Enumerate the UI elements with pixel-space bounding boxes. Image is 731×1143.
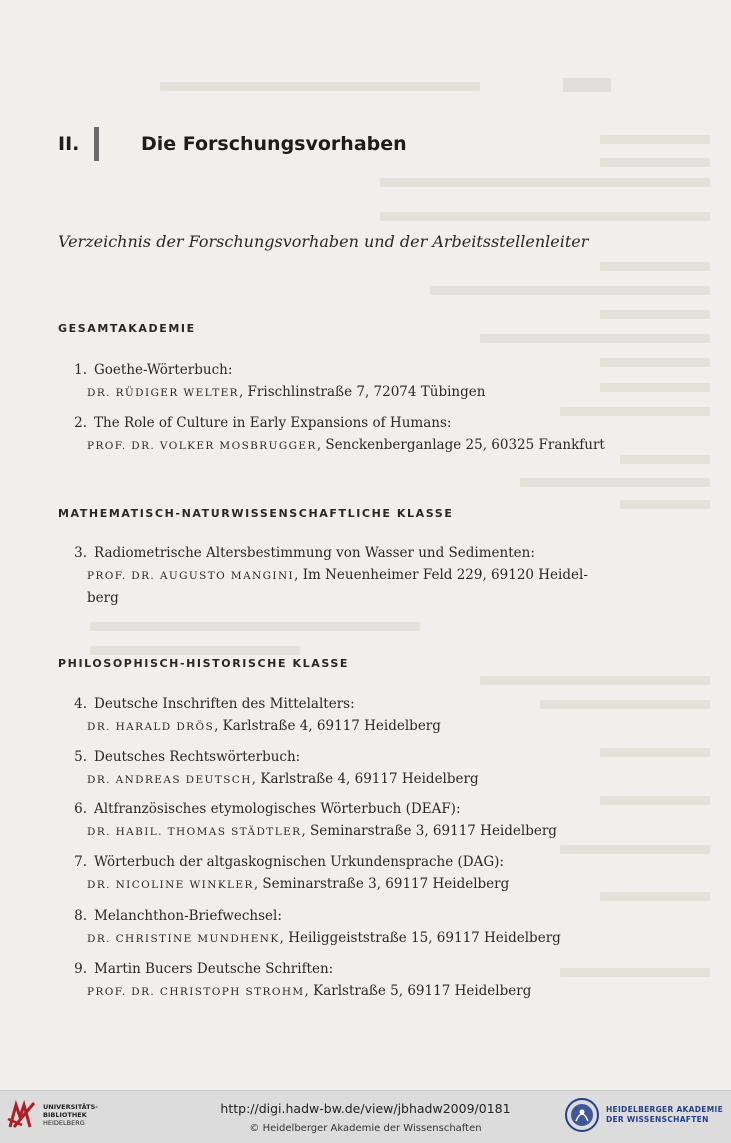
address-continuation: berg	[87, 590, 119, 606]
list-item	[58, 542, 638, 609]
permalink-url[interactable]: http://digi.hadw-bw.de/view/jbhadw2009/0181	[220, 1101, 511, 1116]
project-leader: DR. HABIL. THOMAS STÄDTLER	[87, 826, 302, 838]
project-title: Radiometrische Altersbestimmung von Wasser und Sedimenten:	[94, 545, 535, 561]
item-number: 9.	[74, 961, 87, 977]
project-address: , Seminarstraße 3, 69117 Heidelberg	[253, 876, 510, 892]
list-item	[58, 958, 638, 1003]
chapter-heading	[58, 128, 407, 160]
project-leader: DR. RÜDIGER WELTER	[87, 387, 239, 399]
project-title: The Role of Culture in Early Expansions of Humans:	[94, 415, 452, 431]
item-number: 3.	[74, 545, 87, 561]
list-item	[58, 359, 638, 404]
project-leader: DR. CHRISTINE MUNDHENK	[87, 933, 280, 945]
project-address: , Frischlinstraße 7, 72074 Tübingen	[238, 384, 486, 400]
list-item	[58, 746, 638, 791]
library-name-line2: BIBLIOTHEK	[43, 1111, 87, 1119]
item-number: 5.	[74, 749, 87, 765]
page-subtitle: Verzeichnis der Forschungsvorhaben und der Arbeitsstellenleiter	[58, 232, 589, 251]
academy-logo[interactable]	[564, 1097, 723, 1133]
item-number: 6.	[74, 801, 87, 817]
project-leader: DR. NICOLINE WINKLER	[87, 879, 254, 891]
chapter-number: II.	[58, 133, 80, 155]
section-title-math-nat: MATHEMATISCH-NATURWISSENSCHAFTLICHE KLASSE	[58, 507, 454, 520]
list-item	[58, 693, 638, 738]
academy-name-line1: HEIDELBERGER AKADEMIE	[605, 1105, 723, 1114]
project-title: Wörterbuch der altgaskognischen Urkundensprache (DAG):	[94, 854, 504, 870]
item-number: 7.	[74, 854, 87, 870]
item-number: 1.	[74, 362, 87, 378]
project-address: , Heiliggeiststraße 15, 69117 Heidelberg	[279, 930, 561, 946]
copyright-notice: © Heidelberger Akademie der Wissenschaften	[249, 1123, 482, 1134]
project-leader: DR. HARALD DRÖS	[87, 721, 215, 733]
list-item	[58, 905, 638, 950]
list-item	[58, 798, 638, 843]
item-number: 8.	[74, 908, 87, 924]
project-title: Altfranzösisches etymologisches Wörterbuch (DEAF):	[94, 801, 461, 817]
project-address: , Im Neuenheimer Feld 229, 69120 Heidel-	[294, 567, 588, 583]
project-leader: DR. ANDREAS DEUTSCH	[87, 774, 252, 786]
hadw-seal-icon	[564, 1097, 600, 1133]
project-title: Deutsche Inschriften des Mittelalters:	[94, 696, 355, 712]
project-leader: PROF. DR. AUGUSTO MANGINI	[87, 570, 295, 582]
section-title-phil-hist: PHILOSOPHISCH-HISTORISCHE KLASSE	[58, 657, 350, 670]
chapter-divider-bar	[94, 127, 99, 161]
academy-name-line2: DER WISSENSCHAFTEN	[605, 1115, 709, 1124]
project-title: Martin Bucers Deutsche Schriften:	[94, 961, 334, 977]
project-title: Goethe-Wörterbuch:	[94, 362, 233, 378]
project-leader: PROF. DR. CHRISTOPH STROHM	[87, 986, 305, 998]
viewer-footer	[0, 1090, 731, 1143]
project-title: Melanchthon-Briefwechsel:	[94, 908, 282, 924]
list-item	[58, 851, 638, 896]
list-item	[58, 412, 638, 457]
project-leader: PROF. DR. VOLKER MOSBRUGGER	[87, 440, 317, 452]
project-address: , Karlstraße 5, 69117 Heidelberg	[304, 983, 532, 999]
item-number: 4.	[74, 696, 87, 712]
project-address: , Karlstraße 4, 69117 Heidelberg	[251, 771, 479, 787]
chapter-title: Die Forschungsvorhaben	[141, 133, 407, 155]
project-address: , Senckenberganlage 25, 60325 Frankfurt	[316, 437, 605, 453]
project-address: , Seminarstraße 3, 69117 Heidelberg	[301, 823, 557, 839]
section-title-gesamtakademie: GESAMTAKADEMIE	[58, 322, 196, 335]
project-title: Deutsches Rechtswörterbuch:	[94, 749, 301, 765]
library-name-line1: UNIVERSITÄTS-	[43, 1103, 98, 1111]
project-address: , Karlstraße 4, 69117 Heidelberg	[214, 718, 441, 734]
library-name-line3: HEIDELBERG	[43, 1119, 85, 1127]
item-number: 2.	[74, 415, 87, 431]
